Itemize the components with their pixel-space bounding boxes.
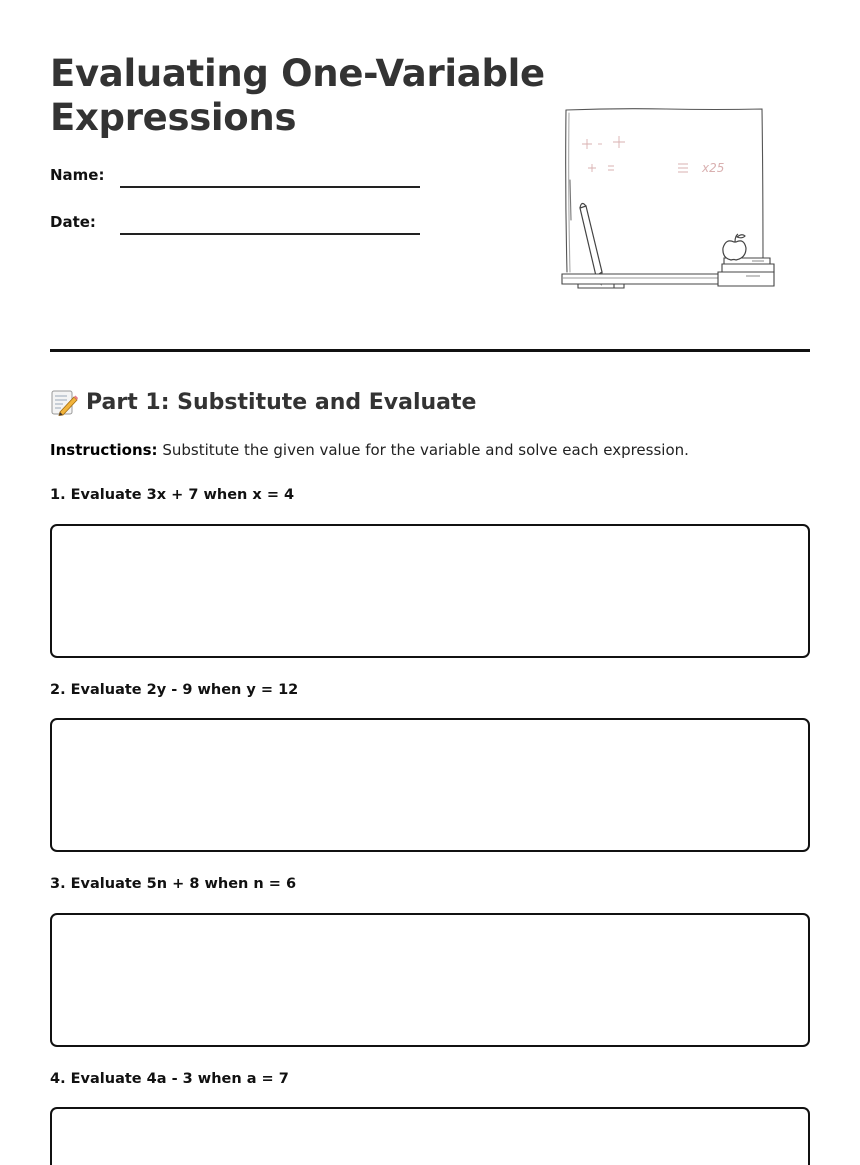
- pencil-icon: [580, 204, 602, 285]
- instructions-label: Instructions:: [50, 441, 158, 459]
- chalkboard-illustration: [556, 100, 782, 294]
- question-label: 3. Evaluate 5n + 8 when n = 6: [50, 876, 297, 892]
- name-label: Name:: [50, 166, 105, 184]
- chalk-text: x25: [702, 161, 725, 175]
- apple-icon: [723, 234, 746, 260]
- answer-box-1[interactable]: [50, 524, 810, 658]
- name-field[interactable]: [120, 186, 420, 188]
- question-label: 2. Evaluate 2y - 9 when y = 12: [50, 682, 299, 698]
- chalkboard-icon: [556, 100, 782, 294]
- instructions-text: Substitute the given value for the variable and solve each expression.: [157, 441, 689, 459]
- answer-box-4[interactable]: [50, 1107, 810, 1165]
- answer-box-2[interactable]: [50, 718, 810, 852]
- answer-box-3[interactable]: [50, 913, 810, 1047]
- instructions: [50, 441, 689, 459]
- section-divider: [50, 349, 810, 352]
- question-label: 1. Evaluate 3x + 7 when x = 4: [50, 487, 295, 503]
- question-label: 4. Evaluate 4a - 3 when a = 7: [50, 1071, 289, 1087]
- memo-pencil-icon: [50, 388, 78, 416]
- date-label: Date:: [50, 213, 96, 231]
- books-icon: [718, 258, 774, 286]
- part1-heading: [50, 388, 476, 416]
- date-field[interactable]: [120, 233, 420, 235]
- worksheet-title: Evaluating One-Variable Expressions: [50, 52, 545, 139]
- part1-heading-text: Part 1: Substitute and Evaluate: [86, 389, 477, 415]
